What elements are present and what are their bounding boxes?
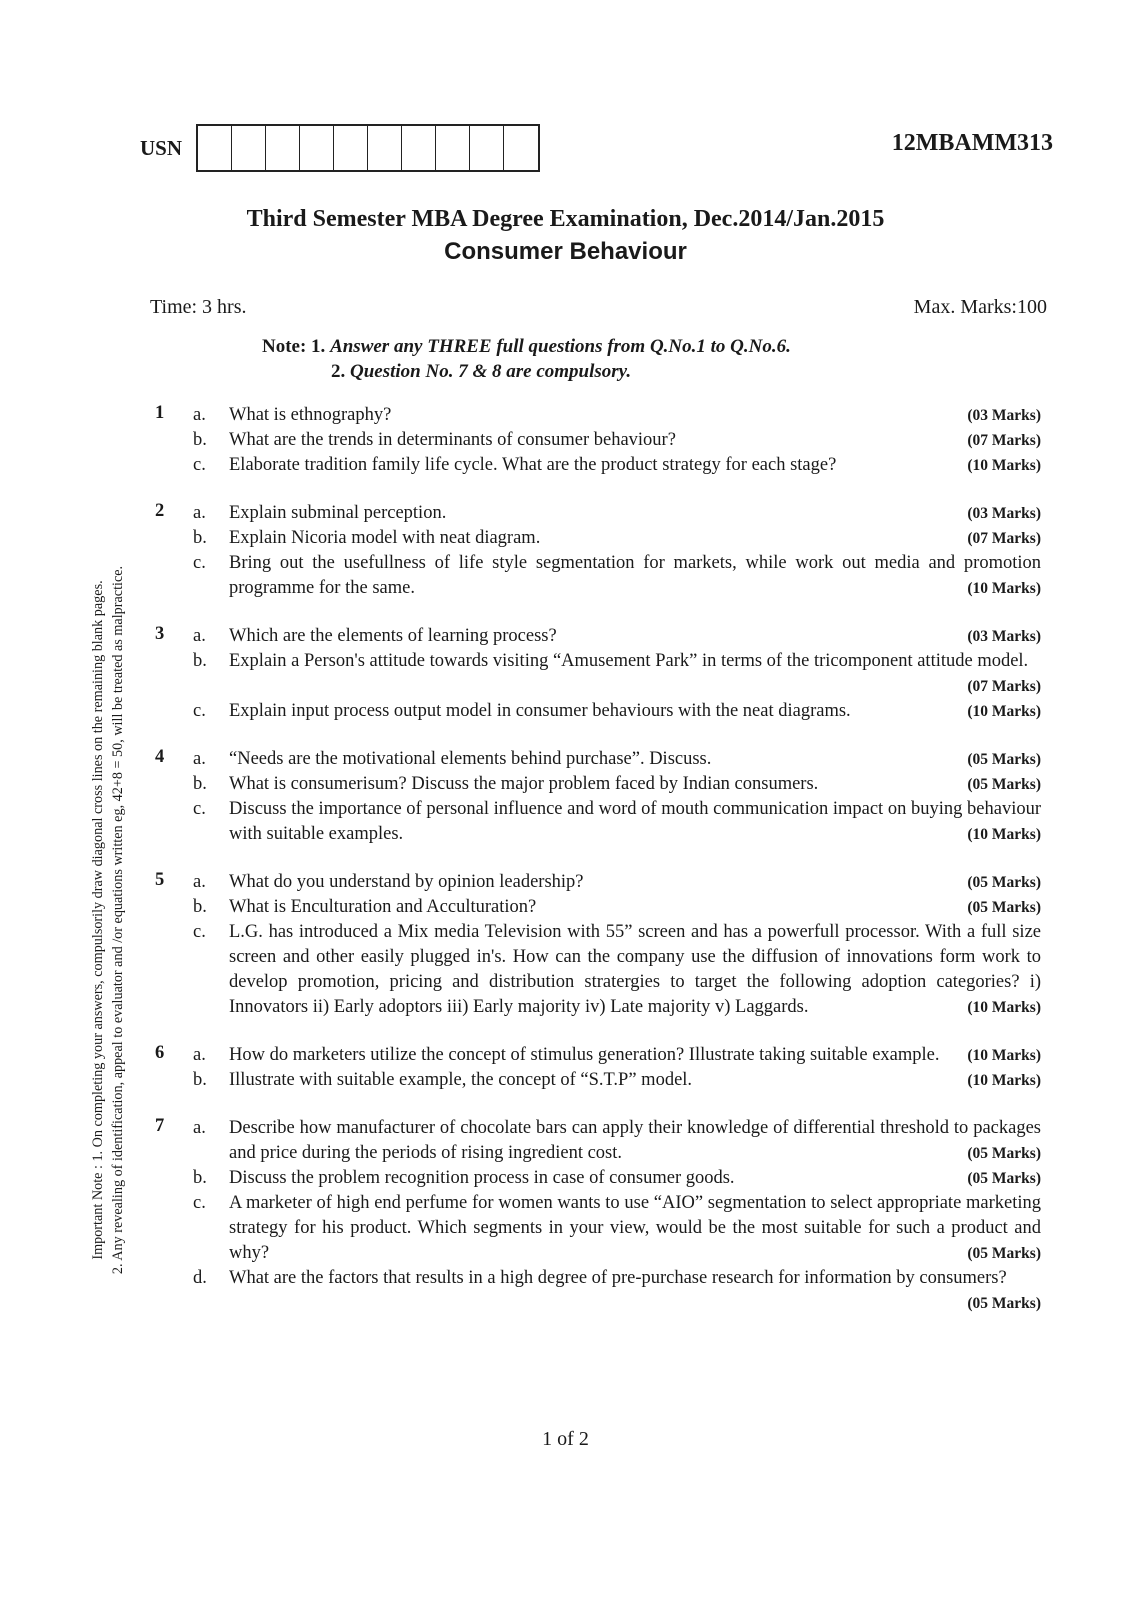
- question-part: [193, 1166, 1041, 1191]
- max-marks: Max. Marks:100: [913, 296, 1047, 318]
- question-part: [193, 453, 1041, 478]
- part-marks: (10 Marks): [967, 457, 1041, 474]
- part-marks: (05 Marks): [967, 776, 1041, 793]
- question-number: 7: [155, 1116, 165, 1136]
- part-letter: c.: [193, 455, 206, 475]
- part-marks: (05 Marks): [967, 1145, 1041, 1162]
- part-marks: (05 Marks): [967, 751, 1041, 768]
- question-list: [155, 403, 1041, 1339]
- part-marks: (10 Marks): [967, 1072, 1041, 1089]
- note-line-2: Question No. 7 & 8 are compulsory.: [350, 361, 632, 382]
- part-text-wrapper: [229, 501, 1041, 526]
- part-letter: b.: [193, 1070, 207, 1090]
- question-part: [193, 772, 1041, 797]
- usn-digit-box: [300, 126, 334, 170]
- usn-digit-box: [436, 126, 470, 170]
- part-text: What are the factors that results in a high degree of pre-purchase research for information by consumers?: [229, 1268, 1007, 1288]
- question-part: [193, 797, 1041, 847]
- part-text: Discuss the problem recognition process in case of consumer goods.: [229, 1168, 735, 1188]
- part-marks: (05 Marks): [967, 1295, 1041, 1312]
- part-marks: (03 Marks): [967, 628, 1041, 645]
- part-marks: (10 Marks): [967, 1047, 1041, 1064]
- part-letter: c.: [193, 701, 206, 721]
- part-letter: b.: [193, 897, 207, 917]
- part-marks: (07 Marks): [967, 432, 1041, 449]
- part-text: Illustrate with suitable example, the concept of “S.T.P” model.: [229, 1070, 693, 1090]
- question-part: [193, 1043, 1041, 1068]
- part-marks: (03 Marks): [967, 505, 1041, 522]
- part-marks: (05 Marks): [967, 874, 1041, 891]
- part-text: Discuss the importance of personal influence and word of mouth communication impact on buying behaviour with suitable examples.: [229, 799, 1041, 844]
- question-number: 4: [155, 747, 165, 767]
- part-text-wrapper: [229, 428, 1041, 453]
- part-text-wrapper: [229, 870, 1041, 895]
- usn-entry-boxes: [196, 124, 540, 172]
- part-text: What are the trends in determinants of consumer behaviour?: [229, 430, 676, 450]
- part-letter: c.: [193, 553, 206, 573]
- part-text: Which are the elements of learning process?: [229, 626, 557, 646]
- note-line-2-number: 2.: [331, 361, 346, 382]
- part-marks: (10 Marks): [967, 580, 1041, 597]
- part-text: Explain a Person's attitude towards visiting “Amusement Park” in terms of the tricomponent attitude model.: [229, 651, 1029, 671]
- part-marks: (10 Marks): [967, 826, 1041, 843]
- question-part: [193, 1266, 1041, 1316]
- part-text: Describe how manufacturer of chocolate bars can apply their knowledge of differential threshold to packages and price during the periods of rising ingredient cost.: [229, 1118, 1041, 1163]
- part-marks: (03 Marks): [967, 407, 1041, 424]
- part-marks: (07 Marks): [967, 530, 1041, 547]
- part-text-wrapper: [229, 551, 1041, 601]
- usn-digit-box: [266, 126, 300, 170]
- part-marks: (05 Marks): [967, 1245, 1041, 1262]
- question-part: [193, 1068, 1041, 1093]
- part-text-wrapper: [229, 526, 1041, 551]
- part-marks: (10 Marks): [967, 703, 1041, 720]
- part-marks: (10 Marks): [967, 999, 1041, 1016]
- part-letter: b.: [193, 774, 207, 794]
- part-text-wrapper: [229, 895, 1041, 920]
- question-number: 2: [155, 501, 165, 521]
- side-note-line-1: Important Note : 1. On completing your answers, compulsorily draw diagonal cross lines on the remaining blank pages.: [90, 580, 106, 1260]
- exam-duration: Time: 3 hrs.: [150, 296, 247, 318]
- usn-digit-box: [198, 126, 232, 170]
- part-text-wrapper: [229, 1191, 1041, 1266]
- question-7: [155, 1116, 1041, 1316]
- note-label: Note: 1.: [262, 336, 326, 357]
- part-text: Explain input process output model in consumer behaviours with the neat diagrams.: [229, 701, 851, 721]
- subject-code: 12MBAMM313: [891, 130, 1053, 156]
- note-line-1: Answer any THREE full questions from Q.No.1 to Q.No.6.: [330, 336, 791, 357]
- part-text: Bring out the usefullness of life style segmentation for markets, while work out media and promotion programme for the same.: [229, 553, 1041, 598]
- part-text-wrapper: [229, 624, 1041, 649]
- part-letter: a.: [193, 626, 206, 646]
- part-letter: b.: [193, 528, 207, 548]
- part-letter: a.: [193, 872, 206, 892]
- part-text: L.G. has introduced a Mix media Television with 55” screen and has a powerfull processor. With a full size screen and other easily plugged in's. How can the company use the diffusion of innovations form work to develop promotion, pricing and distribution stratergies to target the following adoption categories? i) Innovators ii) Early adoptors iii) Early majority iv) Late majority v) Laggards.: [229, 922, 1041, 1017]
- part-text: A marketer of high end perfume for women wants to use “AIO” segmentation to select appropriate marketing strategy for his product. Which segments in your view, would be the most suitable for such a product and why?: [229, 1193, 1041, 1263]
- question-5: [155, 870, 1041, 1020]
- part-text: What is Enculturation and Acculturation?: [229, 897, 537, 917]
- usn-digit-box: [368, 126, 402, 170]
- part-text-wrapper: [229, 1116, 1041, 1166]
- part-text: “Needs are the motivational elements behind purchase”. Discuss.: [229, 749, 712, 769]
- subject-title: Consumer Behaviour: [444, 238, 687, 265]
- question-number: 5: [155, 870, 165, 890]
- usn-digit-box: [504, 126, 538, 170]
- side-important-note: [88, 420, 128, 1420]
- question-part: [193, 699, 1041, 724]
- part-text-wrapper: [229, 1266, 1041, 1316]
- part-text: What do you understand by opinion leadership?: [229, 872, 584, 892]
- usn-label: USN: [140, 136, 183, 160]
- question-part: [193, 1191, 1041, 1266]
- usn-digit-box: [334, 126, 368, 170]
- question-4: [155, 747, 1041, 847]
- part-text-wrapper: [229, 649, 1041, 699]
- part-marks: (05 Marks): [967, 899, 1041, 916]
- question-3: [155, 624, 1041, 724]
- question-part: [193, 1116, 1041, 1166]
- part-text-wrapper: [229, 1068, 1041, 1093]
- part-text: Explain subminal perception.: [229, 503, 447, 523]
- question-part: [193, 403, 1041, 428]
- question-part: [193, 428, 1041, 453]
- page-number: 1 of 2: [542, 1428, 589, 1450]
- part-letter: b.: [193, 430, 207, 450]
- question-number: 3: [155, 624, 165, 644]
- part-marks: (07 Marks): [967, 678, 1041, 695]
- part-text: What is ethnography?: [229, 405, 392, 425]
- question-number: 6: [155, 1043, 165, 1063]
- part-text: Elaborate tradition family life cycle. What are the product strategy for each stage?: [229, 455, 837, 475]
- part-letter: c.: [193, 1193, 206, 1213]
- usn-digit-box: [402, 126, 436, 170]
- part-letter: d.: [193, 1268, 207, 1288]
- part-text-wrapper: [229, 1043, 1041, 1068]
- question-part: [193, 920, 1041, 1020]
- question-part: [193, 501, 1041, 526]
- part-letter: a.: [193, 1118, 206, 1138]
- part-letter: a.: [193, 1045, 206, 1065]
- usn-digit-box: [470, 126, 504, 170]
- question-6: [155, 1043, 1041, 1093]
- part-letter: c.: [193, 922, 206, 942]
- part-text: How do marketers utilize the concept of stimulus generation? Illustrate taking suitable example.: [229, 1045, 940, 1065]
- question-part: [193, 526, 1041, 551]
- part-text-wrapper: [229, 453, 1041, 478]
- side-note-line-2: 2. Any revealing of identification, appeal to evaluator and /or equations written eg, 42+8 = 50, will be treated as malpractice.: [110, 565, 126, 1275]
- part-text-wrapper: [229, 1166, 1041, 1191]
- part-letter: c.: [193, 799, 206, 819]
- question-part: [193, 649, 1041, 699]
- part-text-wrapper: [229, 747, 1041, 772]
- question-1: [155, 403, 1041, 478]
- question-part: [193, 624, 1041, 649]
- question-number: 1: [155, 403, 165, 423]
- part-text: Explain Nicoria model with neat diagram.: [229, 528, 541, 548]
- part-marks: (05 Marks): [967, 1170, 1041, 1187]
- question-part: [193, 747, 1041, 772]
- question-part: [193, 895, 1041, 920]
- part-text-wrapper: [229, 772, 1041, 797]
- instructions-note: [262, 334, 791, 384]
- question-part: [193, 870, 1041, 895]
- exam-title: Third Semester MBA Degree Examination, Dec.2014/Jan.2015: [246, 206, 885, 232]
- usn-digit-box: [232, 126, 266, 170]
- part-letter: a.: [193, 503, 206, 523]
- part-letter: a.: [193, 749, 206, 769]
- part-text-wrapper: [229, 403, 1041, 428]
- part-text: What is consumerisum? Discuss the major problem faced by Indian consumers.: [229, 774, 819, 794]
- part-letter: b.: [193, 1168, 207, 1188]
- question-part: [193, 551, 1041, 601]
- part-text-wrapper: [229, 699, 1041, 724]
- part-letter: b.: [193, 651, 207, 671]
- part-text-wrapper: [229, 920, 1041, 1020]
- part-letter: a.: [193, 405, 206, 425]
- question-2: [155, 501, 1041, 601]
- part-text-wrapper: [229, 797, 1041, 847]
